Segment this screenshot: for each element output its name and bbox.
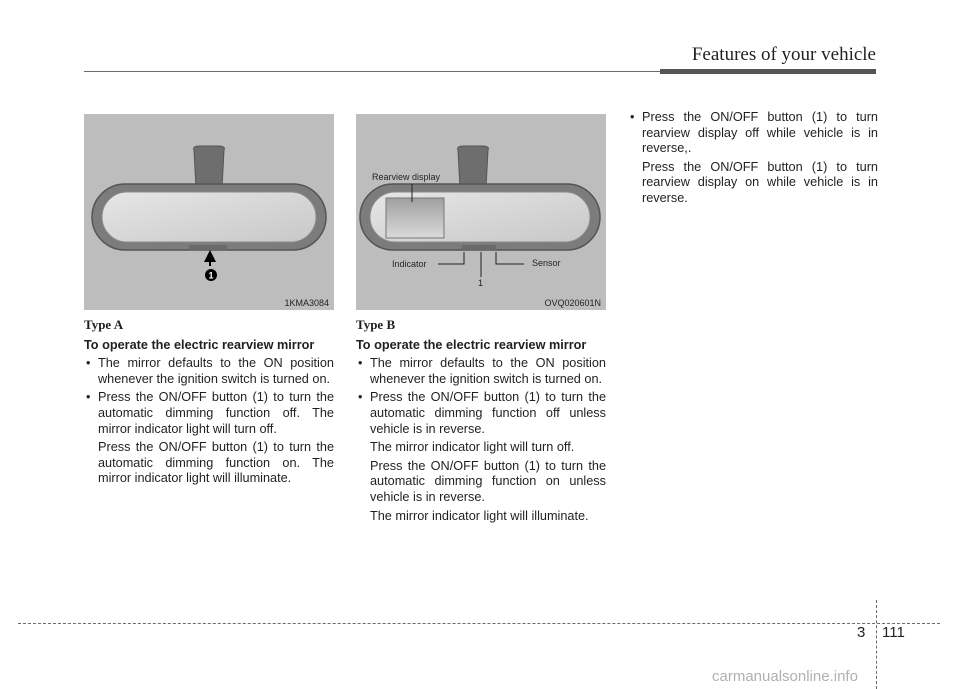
figure-mirror-type-b <box>356 114 606 310</box>
bullet-item: • The mirror defaults to the ON position whenever the ignition switch is turned on. <box>84 356 334 387</box>
column-type-a <box>84 317 334 490</box>
footer-divider <box>876 600 877 689</box>
section-title: To operate the electric rearview mirror <box>84 337 315 352</box>
paragraph: The mirror indicator light will illuminate. <box>370 508 589 523</box>
bullet-item: • The mirror defaults to the ON position whenever the ignition switch is turned on. <box>356 356 606 387</box>
paragraph: Press the ON/OFF button (1) to turn the automatic dimming function on unless vehicle is in reverse. <box>370 458 606 504</box>
column-type-b <box>356 317 606 527</box>
bullet-item: • Press the ON/OFF button (1) to turn the automatic dimming function off unless vehicle is in reverse. <box>356 390 606 437</box>
type-title: Type A <box>84 317 124 332</box>
figure-mirror-type-a <box>84 114 334 310</box>
page-number: 111 <box>882 624 905 641</box>
header-title: Features of your vehicle <box>691 44 876 65</box>
section-title: To operate the electric rearview mirror <box>356 337 587 352</box>
figure-code: 1KMA3084 <box>284 298 329 308</box>
watermark[interactable]: carmanualsonline.info <box>712 668 858 685</box>
type-title: Type B <box>356 317 396 332</box>
header-rule-accent <box>660 69 876 74</box>
paragraph: Press the ON/OFF button (1) to turn rearview display on while vehicle is in reverse. <box>642 159 878 205</box>
label-indicator: Indicator <box>392 259 427 269</box>
label-callout-1: 1 <box>478 278 484 288</box>
label-sensor: Sensor <box>532 258 561 268</box>
chapter-number: 3 <box>857 624 866 641</box>
figure-code: OVQ020601N <box>544 298 601 308</box>
label-rearview-display: Rearview display <box>372 172 441 182</box>
paragraph: Press the ON/OFF button (1) to turn the automatic dimming function on. The mirror indicator light will illuminate. <box>98 440 334 486</box>
callout-number: 1 <box>208 270 214 281</box>
paragraph: The mirror indicator light will turn off. <box>370 440 575 455</box>
footer-rule <box>18 623 940 624</box>
mirror-a-illustration <box>84 114 334 310</box>
bullet-item: • Press the ON/OFF button (1) to turn the automatic dimming function off. The mirror indicator light will turn off. <box>84 390 334 437</box>
column-rearview-display <box>628 110 878 210</box>
bullet-item: • Press the ON/OFF button (1) to turn rearview display off while vehicle is in reverse,. <box>628 110 878 157</box>
